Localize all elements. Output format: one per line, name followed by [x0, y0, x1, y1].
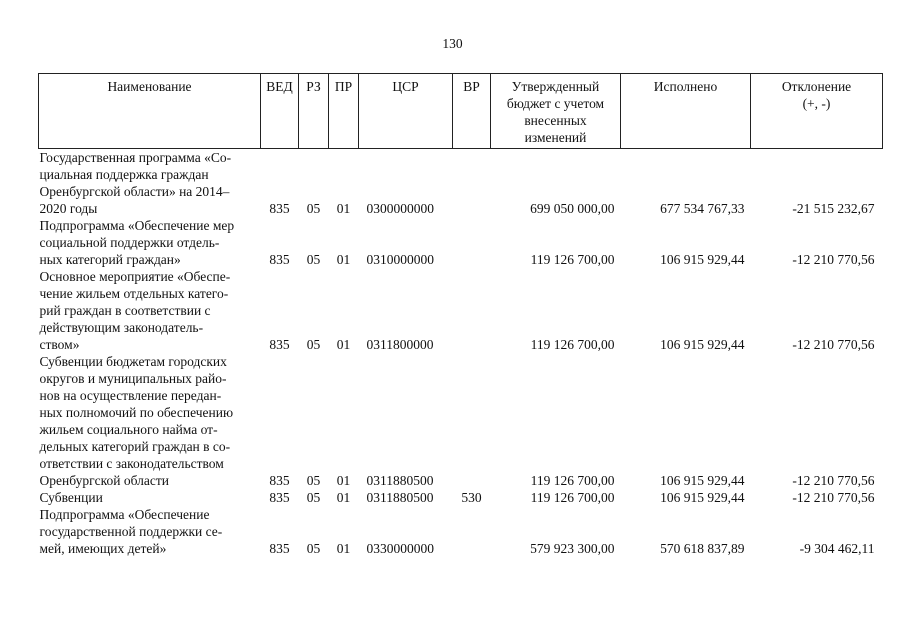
- cell-csr: 0310000000: [366, 252, 434, 267]
- cell-vr: [453, 268, 491, 353]
- table-row: [39, 489, 883, 506]
- cell-name: [39, 506, 261, 557]
- table-row: [39, 217, 883, 268]
- cell-vr: [453, 353, 491, 489]
- cell-name-line: мей, имеющих детей»: [39, 541, 167, 556]
- cell-name: [39, 268, 261, 353]
- cell-budget: 119 126 700,00: [530, 337, 615, 352]
- cell-csr: 0300000000: [366, 201, 434, 216]
- cell-name-line: 2020 годы: [39, 201, 98, 216]
- cell-pr: 01: [336, 337, 351, 352]
- header-name: Наименование: [39, 74, 261, 149]
- cell-name-line: действующим законодатель-: [39, 320, 204, 335]
- cell-name-line: Субвенции бюджетам городских: [39, 354, 227, 369]
- header-deviation-line: Отклонение: [781, 79, 852, 94]
- header-pr: ПР: [329, 74, 359, 149]
- cell-name-line: чение жильем отдельных катего-: [39, 286, 229, 301]
- cell-budget: 119 126 700,00: [530, 490, 615, 505]
- header-budget-line: изменений: [524, 130, 587, 145]
- cell-csr: 0330000000: [366, 541, 434, 556]
- header-budget-line: Утвержденный: [511, 79, 600, 94]
- cell-ved: 835: [269, 490, 290, 505]
- cell-name-line: округов и муниципальных райо-: [39, 371, 227, 386]
- cell-rz: 05: [306, 490, 321, 505]
- cell-rz: 05: [306, 201, 321, 216]
- cell-ved: 835: [269, 473, 290, 488]
- cell-executed: 106 915 929,44: [660, 473, 745, 488]
- cell-name-line: Государственная программа «Со-: [39, 150, 232, 165]
- cell-ved: 835: [269, 201, 290, 216]
- table-header: [39, 74, 883, 149]
- table-body: [39, 149, 883, 558]
- header-csr: ЦСР: [359, 74, 453, 149]
- cell-name-line: ответствии с законодательством: [39, 456, 224, 471]
- cell-rz: 05: [306, 541, 321, 556]
- cell-budget: 119 126 700,00: [530, 252, 615, 267]
- cell-executed: 677 534 767,33: [660, 201, 745, 216]
- cell-rz: 05: [306, 252, 321, 267]
- cell-name-line: циальная поддержка граждан: [39, 167, 209, 182]
- cell-pr: 01: [336, 473, 351, 488]
- header-rz: РЗ: [299, 74, 329, 149]
- cell-ved: 835: [269, 252, 290, 267]
- cell-budget: 699 050 000,00: [530, 201, 615, 216]
- cell-executed: 106 915 929,44: [660, 490, 745, 505]
- header-budget-line: внесенных: [524, 113, 587, 128]
- table-row: [39, 506, 883, 557]
- cell-name-line: Подпрограмма «Обеспечение: [39, 507, 210, 522]
- cell-name-line: Субвенции: [39, 490, 103, 505]
- cell-csr: 0311880500: [366, 490, 434, 505]
- cell-deviation: -12 210 770,56: [792, 337, 875, 352]
- header-deviation: [751, 74, 883, 149]
- cell-name: [39, 489, 261, 506]
- cell-deviation: -12 210 770,56: [792, 473, 875, 488]
- cell-deviation: -21 515 232,67: [792, 201, 875, 216]
- header-executed: Исполнено: [621, 74, 751, 149]
- cell-name-line: Оренбургской области: [39, 473, 169, 488]
- cell-name-line: государственной поддержки се-: [39, 524, 223, 539]
- cell-name-line: ных категорий граждан»: [39, 252, 181, 267]
- cell-vr: [453, 217, 491, 268]
- cell-name-line: Оренбургской области» на 2014–: [39, 184, 230, 199]
- cell-name-line: нов на осуществление передан-: [39, 388, 222, 403]
- cell-pr: 01: [336, 541, 351, 556]
- header-budget: [491, 74, 621, 149]
- cell-vr: [453, 149, 491, 218]
- cell-executed: 570 618 837,89: [660, 541, 745, 556]
- cell-deviation: -12 210 770,56: [792, 252, 875, 267]
- cell-name-line: Основное мероприятие «Обеспе-: [39, 269, 231, 284]
- header-vr: ВР: [453, 74, 491, 149]
- cell-pr: 01: [336, 201, 351, 216]
- cell-name-line: ством»: [39, 337, 80, 352]
- budget-table-container: [38, 73, 882, 557]
- table-row: [39, 149, 883, 218]
- budget-execution-table: [38, 73, 883, 557]
- page-number: 130: [442, 36, 463, 51]
- cell-pr: 01: [336, 252, 351, 267]
- cell-vr: 530: [461, 490, 482, 505]
- cell-csr: 0311800000: [366, 337, 434, 352]
- cell-name: [39, 149, 261, 218]
- cell-ved: 835: [269, 337, 290, 352]
- cell-csr: 0311880500: [366, 473, 434, 488]
- cell-name: [39, 217, 261, 268]
- cell-name-line: рий граждан в соответствии с: [39, 303, 211, 318]
- table-row: [39, 268, 883, 353]
- header-budget-line: бюджет с учетом: [506, 96, 605, 111]
- table-row: [39, 353, 883, 489]
- cell-name-line: ных полномочий по обеспечению: [39, 405, 234, 420]
- cell-budget: 579 923 300,00: [530, 541, 615, 556]
- cell-executed: 106 915 929,44: [660, 337, 745, 352]
- cell-rz: 05: [306, 473, 321, 488]
- cell-executed: 106 915 929,44: [660, 252, 745, 267]
- cell-ved: 835: [269, 541, 290, 556]
- cell-name: [39, 353, 261, 489]
- cell-name-line: дельных категорий граждан в со-: [39, 439, 231, 454]
- cell-vr: [453, 506, 491, 557]
- cell-name-line: жильем социального найма от-: [39, 422, 218, 437]
- cell-name-line: социальной поддержки отдель-: [39, 235, 220, 250]
- cell-name-line: Подпрограмма «Обеспечение мер: [39, 218, 235, 233]
- header-deviation-line: (+, -): [802, 96, 831, 111]
- cell-deviation: -9 304 462,11: [799, 541, 875, 556]
- cell-budget: 119 126 700,00: [530, 473, 615, 488]
- cell-rz: 05: [306, 337, 321, 352]
- header-ved: ВЕД: [261, 74, 299, 149]
- cell-deviation: -12 210 770,56: [792, 490, 875, 505]
- cell-pr: 01: [336, 490, 351, 505]
